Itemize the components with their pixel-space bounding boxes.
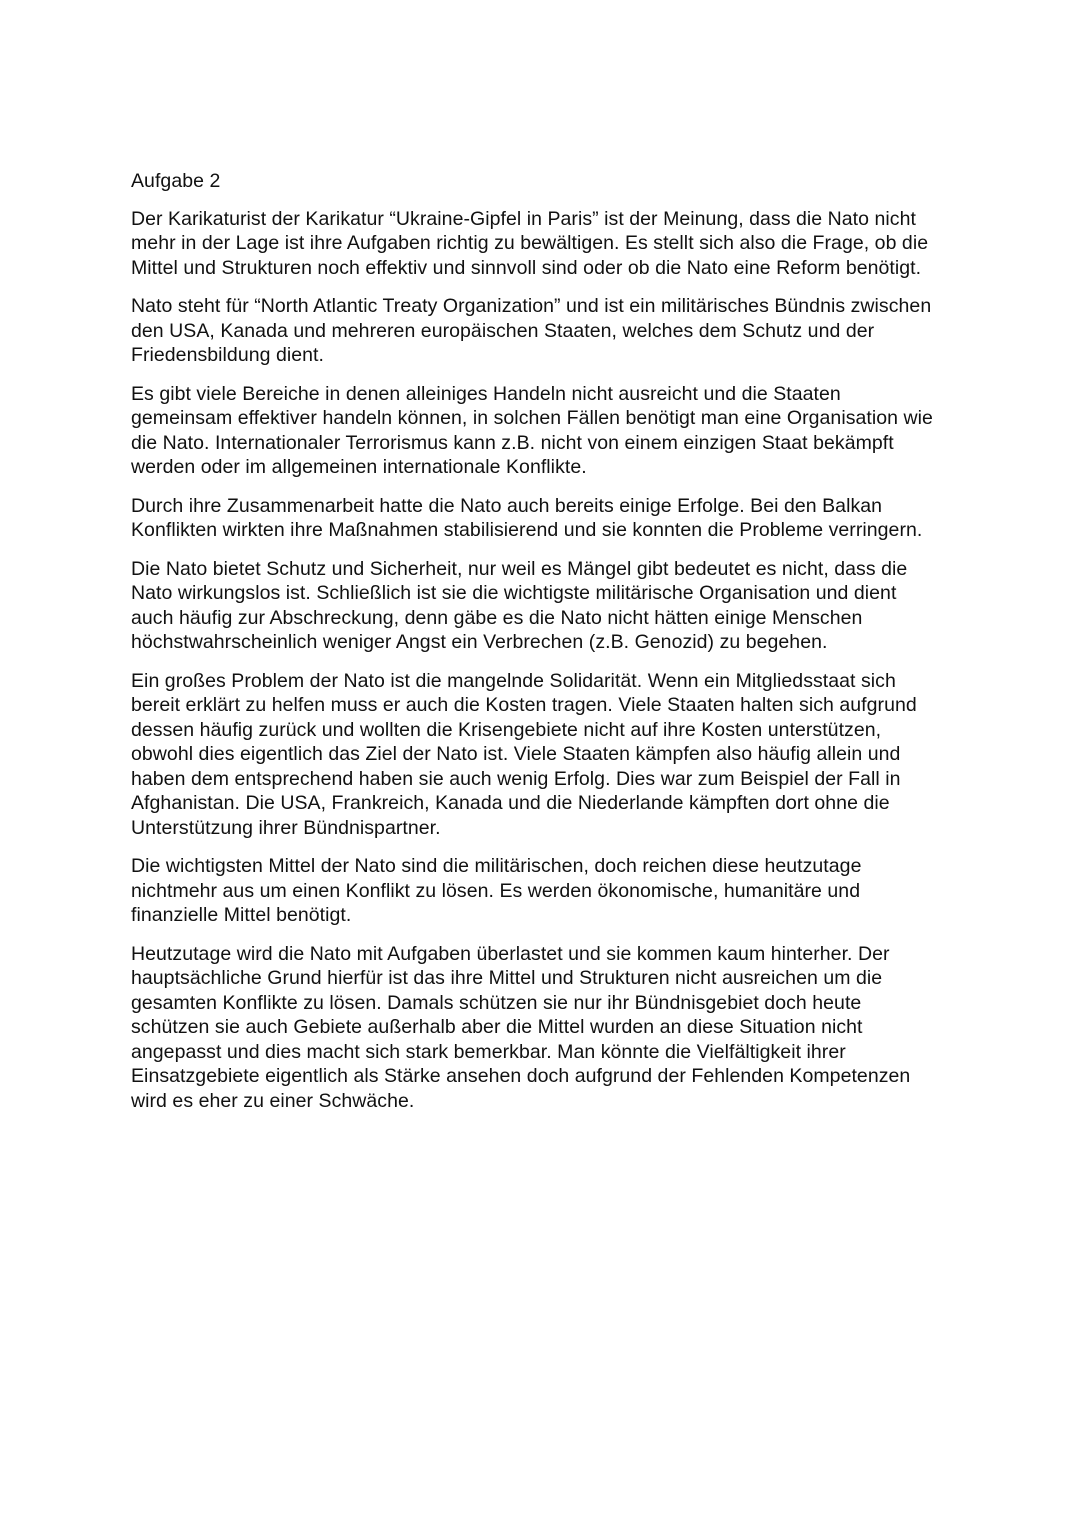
text-line: obwohl dies eigentlich das Ziel der Nato ist. Viele Staaten kämpfen also häufig allein und [131, 743, 901, 765]
text-line: Die Nato bietet Schutz und Sicherheit, nur weil es Mängel gibt bedeutet es nicht, dass die [131, 557, 908, 580]
paragraph-6 [131, 669, 961, 841]
paragraph-8 [131, 942, 961, 1114]
text-line: Durch ihre Zusammenarbeit hatte die Nato auch bereits einige Erfolge. Bei den Balkan [131, 494, 883, 517]
text-line: angepasst und dies macht sich stark bemerkbar. Man könnte die Vielfältigkeit ihrer [131, 1040, 846, 1063]
text-line: Der Karikaturist der Karikatur “Ukraine-Gipfel in Paris” ist der Meinung, dass die Nato nicht [131, 207, 916, 230]
text-line: die Nato. Internationaler Terrorismus kann z.B. nicht von einem einzigen Staat bekämpft [131, 431, 894, 454]
text-line: Mittel und Strukturen noch effektiv und sinnvoll sind oder ob die Nato eine Reform benötigt. [131, 256, 922, 279]
text-line: mehr in der Lage ist ihre Aufgaben richtig zu bewältigen. Es stellt sich also die Frage, ob die [131, 232, 929, 254]
text-line: gemeinsam effektiver handeln können, in solchen Fällen benötigt man eine Organisation wie [131, 407, 933, 429]
text-line: höchstwahrscheinlich weniger Angst ein Verbrechen (z.B. Genozid) zu begehen. [131, 631, 828, 653]
text-line: gesamten Konflikte zu lösen. Damals schützen sie nur ihr Bündnisgebiet doch heute [131, 991, 862, 1014]
text-line: hauptsächliche Grund hierfür ist das ihre Mittel und Strukturen nicht ausreichen um die [131, 967, 883, 989]
paragraph-3 [131, 382, 961, 480]
paragraph-1 [131, 207, 961, 281]
text-line: Afghanistan. Die USA, Frankreich, Kanada und die Niederlande kämpften dort ohne die [131, 792, 890, 814]
paragraph-5 [131, 557, 961, 655]
text-line: Konflikten wirkten ihre Maßnahmen stabilisierend und sie konnten die Probleme verringern. [131, 519, 923, 541]
text-line: Unterstützung ihrer Bündnispartner. [131, 816, 441, 839]
document-heading: Aufgabe 2 [131, 170, 221, 192]
text-line: auch häufig zur Abschreckung, denn gäbe es die Nato nicht hätten einige Menschen [131, 606, 863, 629]
text-line: den USA, Kanada und mehreren europäischen Staaten, welches dem Schutz und der [131, 319, 875, 342]
text-line: schützen sie auch Gebiete außerhalb aber die Mittel wurden an diese Situation nicht [131, 1016, 863, 1038]
text-line: wird es eher zu einer Schwäche. [131, 1089, 415, 1112]
text-line: Einsatzgebiete eigentlich als Stärke ansehen doch aufgrund der Fehlenden Kompetenzen [131, 1065, 911, 1087]
paragraph-2 [131, 294, 961, 368]
document-body [131, 169, 961, 1127]
text-line: Die wichtigsten Mittel der Nato sind die militärischen, doch reichen diese heutzutage [131, 855, 862, 877]
paragraph-4 [131, 494, 961, 543]
text-line: bereit erklärt zu helfen muss er auch die Kosten tragen. Viele Staaten halten sich aufgrund [131, 694, 917, 716]
text-line: Nato wirkungslos ist. Schließlich ist sie die wichtigste militärische Organisation und dient [131, 582, 897, 604]
text-line: Nato steht für “North Atlantic Treaty Organization” und ist ein militärisches Bündnis zwischen [131, 295, 932, 317]
text-line: Friedensbildung dient. [131, 344, 324, 366]
paragraph-7 [131, 854, 961, 928]
text-line: Ein großes Problem der Nato ist die mangelnde Solidarität. Wenn ein Mitgliedsstaat sich [131, 669, 896, 692]
text-line: Es gibt viele Bereiche in denen alleiniges Handeln nicht ausreicht und die Staaten [131, 382, 841, 405]
text-line: haben dem entsprechend haben sie auch wenig Erfolg. Dies war zum Beispiel der Fall in [131, 767, 901, 790]
text-line: finanzielle Mittel benötigt. [131, 904, 352, 926]
text-line: nichtmehr aus um einen Konflikt zu lösen. Es werden ökonomische, humanitäre und [131, 879, 861, 902]
text-line: dessen häufig zurück und wollten die Krisengebiete nicht auf ihre Kosten unterstützen, [131, 718, 882, 741]
text-line: werden oder im allgemeinen internationale Konflikte. [131, 456, 587, 478]
text-line: Heutzutage wird die Nato mit Aufgaben überlastet und sie kommen kaum hinterher. Der [131, 942, 890, 965]
